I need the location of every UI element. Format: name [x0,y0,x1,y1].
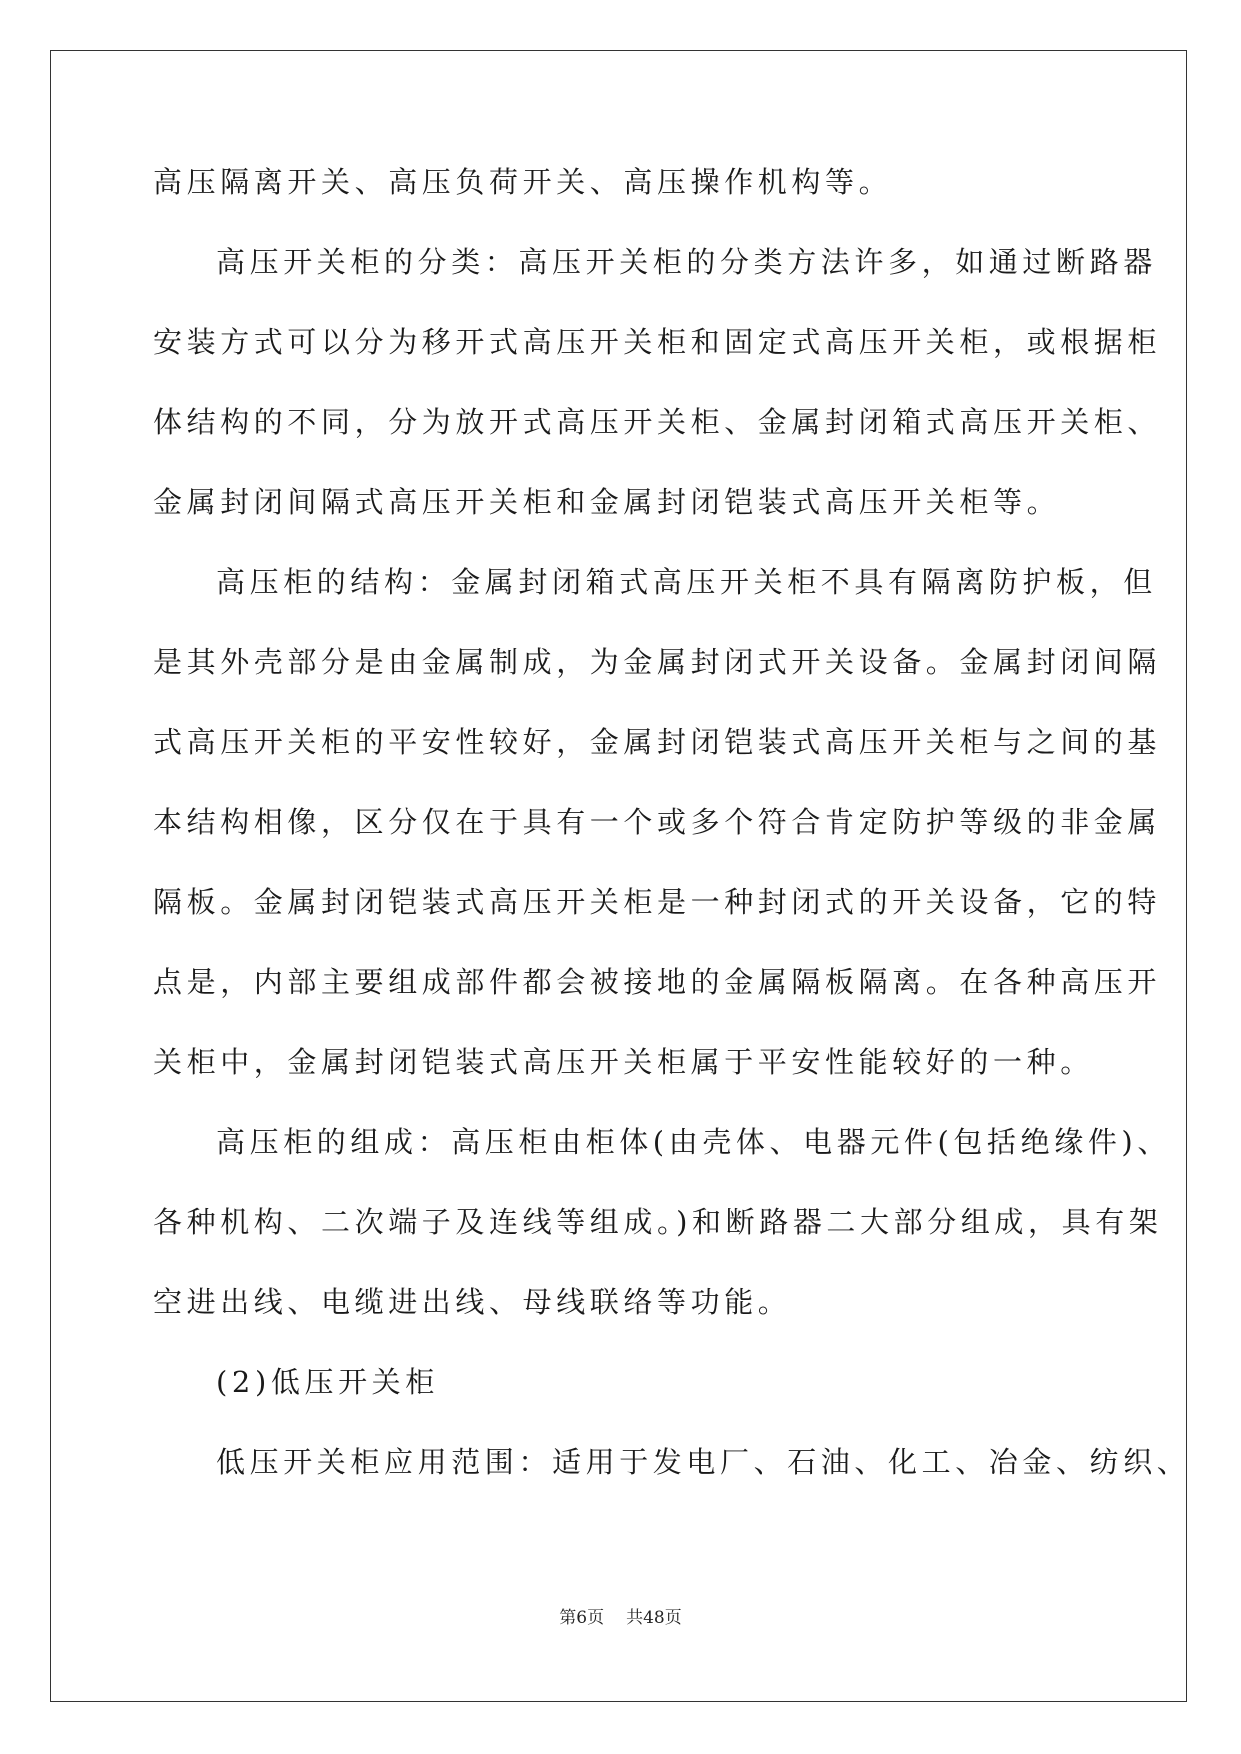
page-footer [0,1606,1241,1630]
text-line: 式高压开关柜的平安性较好，金属封闭铠装式高压开关柜与之间的基 [153,725,1162,759]
text-line: 安装方式可以分为移开式高压开关柜和固定式高压开关柜，或根据柜 [153,325,1162,359]
paragraph-start-line: 高压柜的结构：金属封闭箱式高压开关柜不具有隔离防护板，但 [216,565,1157,599]
document-body [153,152,1191,1512]
text-line: 关柜中，金属封闭铠装式高压开关柜属于平安性能较好的一种。 [153,1045,1094,1079]
page-number: 第6页 [559,1608,605,1628]
text-line: 体结构的不同，分为放开式高压开关柜、金属封闭箱式高压开关柜、 [153,405,1162,439]
text-line: 高压隔离开关、高压负荷开关、高压操作机构等。 [153,165,893,199]
text-line: 是其外壳部分是由金属制成，为金属封闭式开关设备。金属封闭间隔 [153,645,1162,679]
paragraph-start-line: 高压开关柜的分类：高压开关柜的分类方法许多，如通过断路器 [216,245,1157,279]
text-line: 金属封闭间隔式高压开关柜和金属封闭铠装式高压开关柜等。 [153,485,1061,519]
paragraph-start-line: 高压柜的组成：高压柜由柜体(由壳体、电器元件(包括绝缘件)、 [216,1125,1171,1159]
text-line: 点是，内部主要组成部件都会被接地的金属隔板隔离。在各种高压开 [153,965,1162,999]
text-line: 隔板。金属封闭铠装式高压开关柜是一种封闭式的开关设备，它的特 [153,885,1162,919]
text-line: 各种机构、二次端子及连线等组成。)和断路器二大部分组成，具有架 [153,1205,1163,1239]
section-heading: (2)低压开关柜 [216,1365,439,1399]
text-line: 本结构相像，区分仅在于具有一个或多个符合肯定防护等级的非金属 [153,805,1162,839]
paragraph-start-line: 低压开关柜应用范围：适用于发电厂、石油、化工、冶金、纺织、 [216,1445,1191,1479]
text-line: 空进出线、电缆进出线、母线联络等功能。 [153,1285,792,1319]
page-total: 共48页 [626,1608,682,1628]
